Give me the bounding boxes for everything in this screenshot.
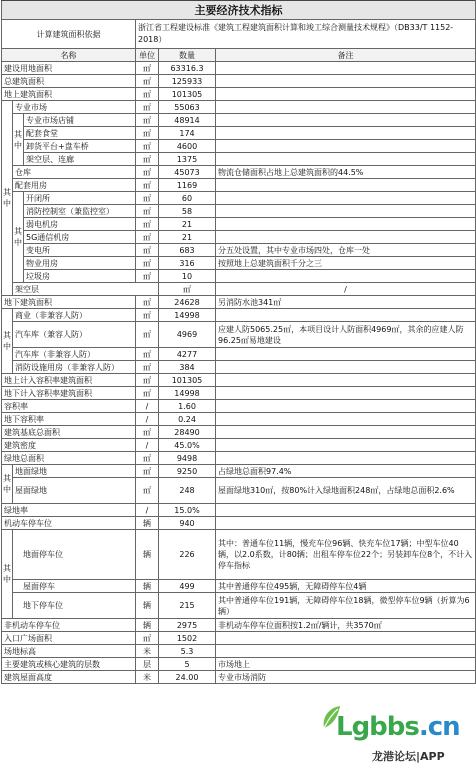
row-unit: ㎡ (136, 309, 159, 322)
row-name: 消防设施用房（非兼容人防） (13, 361, 136, 374)
row-note (216, 413, 476, 426)
row-qty: 1.60 (159, 400, 216, 413)
row-unit: ㎡ (136, 153, 159, 166)
row-note: 市场地上 (216, 658, 476, 671)
table-row (2, 257, 476, 270)
row-name: 弱电机房 (24, 218, 136, 231)
row-unit: ㎡ (136, 257, 159, 270)
row-name: 地面停车位 (13, 530, 136, 580)
table-row (2, 478, 476, 504)
row-qty: 5 (159, 658, 216, 671)
row-note: 其中普通停车位191辆，无障碍停车位18辆，微型停车位9辆（折算为6辆） (216, 593, 476, 619)
row-unit: ㎡ (136, 452, 159, 465)
row-unit: ㎡ (136, 62, 159, 75)
row-unit: ㎡ (136, 218, 159, 231)
row-unit: 米 (136, 671, 159, 684)
row-qty: 316 (159, 257, 216, 270)
row-note (216, 231, 476, 244)
row-unit: ㎡ (136, 296, 159, 309)
row-name: 专业市场 (13, 101, 136, 114)
row-unit: ㎡ (136, 127, 159, 140)
watermark-logo: Lgbbs.cn (336, 712, 460, 742)
table-row (2, 309, 476, 322)
row-name: 建筑密度 (2, 439, 136, 452)
row-qty: 24.00 (159, 671, 216, 684)
row-qty: 1169 (159, 179, 216, 192)
row-qty: 9250 (159, 465, 216, 478)
group-label-above-ground: 其 中 (2, 101, 13, 296)
row-name: 5G通信机房 (24, 231, 136, 244)
row-name: 地下容积率 (2, 413, 136, 426)
row-unit: ㎡ (159, 283, 216, 296)
row-qty: 45.0% (159, 439, 216, 452)
row-unit: ㎡ (136, 166, 159, 179)
row-qty: 0.24 (159, 413, 216, 426)
row-name: 配套用房 (13, 179, 136, 192)
row-name: 架空层、连廊 (24, 153, 136, 166)
row-note: 物流仓储面积占地上总建筑面积的44.5% (216, 166, 476, 179)
row-unit: / (136, 413, 159, 426)
row-qty: 60 (159, 192, 216, 205)
row-note (216, 153, 476, 166)
row-note (216, 140, 476, 153)
row-qty: 499 (159, 580, 216, 593)
table-row (2, 270, 476, 283)
row-qty: 45073 (159, 166, 216, 179)
row-note (216, 205, 476, 218)
watermark-subtitle: 龙港论坛|APP (372, 750, 445, 763)
table-row (2, 632, 476, 645)
table-row (2, 452, 476, 465)
table-row (2, 114, 476, 127)
row-note (216, 75, 476, 88)
table-row (2, 387, 476, 400)
row-unit: ㎡ (136, 179, 159, 192)
row-name: 物业用房 (24, 257, 136, 270)
row-unit: ㎡ (136, 426, 159, 439)
header-note: 备注 (216, 49, 476, 62)
row-qty: 248 (159, 478, 216, 504)
row-note: 其中普通停车位495辆，无障碍停车位4辆 (216, 580, 476, 593)
table-row (2, 413, 476, 426)
row-note (216, 348, 476, 361)
row-qty: 4277 (159, 348, 216, 361)
table-row (2, 192, 476, 205)
row-note (216, 387, 476, 400)
row-name: 容积率 (2, 400, 136, 413)
row-note (216, 452, 476, 465)
row-qty: 58 (159, 205, 216, 218)
row-note (216, 179, 476, 192)
row-unit: ㎡ (136, 348, 159, 361)
row-note: 非机动车停车位面积按1.2㎡/辆计，共3570㎡ (216, 619, 476, 632)
row-unit: 辆 (136, 619, 159, 632)
header-name: 名称 (2, 49, 136, 62)
row-qty: 384 (159, 361, 216, 374)
row-qty: 683 (159, 244, 216, 257)
row-note: 应建人防5065.25㎡，本项目设计人防面积4969㎡，其余的应建人防96.25㎡易地建设 (216, 322, 476, 348)
row-note: 其中：普通车位11辆，慢充车位96辆、快充车位17辆；中型车位40辆，以2.0系数，计80辆；出租车停车位22个；另装卸车位8个，不计入停车指标 (216, 530, 476, 580)
row-qty: 174 (159, 127, 216, 140)
row-unit: ㎡ (136, 374, 159, 387)
table-row (2, 465, 476, 478)
table-row (2, 231, 476, 244)
row-note (216, 439, 476, 452)
table-row (2, 517, 476, 530)
table-row (2, 205, 476, 218)
row-qty: 63316.3 (159, 62, 216, 75)
table-row (2, 75, 476, 88)
site-watermark (300, 700, 476, 770)
table-row (2, 218, 476, 231)
row-name: 地下停车位 (13, 593, 136, 619)
table-row (2, 88, 476, 101)
row-qty: 226 (159, 530, 216, 580)
economic-indicators-table (1, 0, 476, 684)
row-note (216, 361, 476, 374)
row-note (216, 504, 476, 517)
row-qty: 55063 (159, 101, 216, 114)
row-qty: 24628 (159, 296, 216, 309)
row-qty: 9498 (159, 452, 216, 465)
table-row (2, 166, 476, 179)
row-unit: ㎡ (136, 75, 159, 88)
table-row (2, 283, 476, 296)
row-qty: / (216, 283, 476, 296)
row-note (216, 62, 476, 75)
table-row (2, 62, 476, 75)
row-qty: 215 (159, 593, 216, 619)
table-row (2, 244, 476, 257)
row-name: 入口广场面积 (2, 632, 136, 645)
row-unit: ㎡ (136, 270, 159, 283)
row-qty: 1502 (159, 632, 216, 645)
row-name: 总建筑面积 (2, 75, 136, 88)
row-unit: / (136, 400, 159, 413)
row-name: 地上建筑面积 (2, 88, 136, 101)
row-unit: 辆 (136, 517, 159, 530)
table-row (2, 361, 476, 374)
row-note (216, 426, 476, 439)
row-unit: ㎡ (136, 205, 159, 218)
row-qty: 21 (159, 218, 216, 231)
row-name: 非机动车停车位 (2, 619, 136, 632)
table-row (2, 101, 476, 114)
row-qty: 4969 (159, 322, 216, 348)
row-unit: ㎡ (136, 114, 159, 127)
table-row (2, 619, 476, 632)
row-name: 汽车库（非兼容人防） (13, 348, 136, 361)
table-row (2, 530, 476, 580)
group-label-market: 其 中 (13, 114, 24, 166)
row-note (216, 127, 476, 140)
row-qty: 940 (159, 517, 216, 530)
row-name: 绿地率 (2, 504, 136, 517)
row-note (216, 88, 476, 101)
row-qty: 21 (159, 231, 216, 244)
row-unit: ㎡ (136, 361, 159, 374)
row-unit: ㎡ (136, 231, 159, 244)
row-name: 卸货平台+盘车桥 (24, 140, 136, 153)
row-name: 仓库 (13, 166, 136, 179)
table-row (2, 153, 476, 166)
table-row (2, 179, 476, 192)
row-qty: 5.3 (159, 645, 216, 658)
table-row (2, 426, 476, 439)
group-label-green: 其 中 (2, 465, 13, 504)
row-note (216, 517, 476, 530)
row-unit: 辆 (136, 580, 159, 593)
row-name: 地下计入容积率建筑面积 (2, 387, 136, 400)
group-label-support: 其 中 (13, 192, 24, 283)
row-qty: 1375 (159, 153, 216, 166)
row-unit: ㎡ (136, 192, 159, 205)
basis-text: 浙江省工程建设标准《建筑工程建筑面积计算和竣工综合测量技术规程》（DB33/T 1152-2018） (136, 20, 476, 49)
row-name: 消防控制室（兼监控室） (24, 205, 136, 218)
row-note (216, 309, 476, 322)
row-unit: ㎡ (136, 322, 159, 348)
row-note (216, 270, 476, 283)
table-row (2, 127, 476, 140)
row-unit: ㎡ (136, 244, 159, 257)
table-row (2, 400, 476, 413)
row-unit: 米 (136, 645, 159, 658)
row-qty: 101305 (159, 88, 216, 101)
row-qty: 10 (159, 270, 216, 283)
row-note: 按照地上总建筑面积千分之三 (216, 257, 476, 270)
row-note (216, 114, 476, 127)
row-qty: 48914 (159, 114, 216, 127)
row-note (216, 218, 476, 231)
row-name: 汽车库（兼容人防） (13, 322, 136, 348)
row-unit: 辆 (136, 530, 159, 580)
row-note (216, 192, 476, 205)
row-name: 地上计入容积率建筑面积 (2, 374, 136, 387)
row-note (216, 645, 476, 658)
table-row (2, 140, 476, 153)
table-row (2, 658, 476, 671)
row-note (216, 400, 476, 413)
table-row (2, 671, 476, 684)
row-unit: ㎡ (136, 387, 159, 400)
row-unit: ㎡ (136, 465, 159, 478)
row-unit: 辆 (136, 593, 159, 619)
row-qty: 14998 (159, 309, 216, 322)
table-title: 主要经济技术指标 (2, 1, 476, 20)
row-unit: / (136, 439, 159, 452)
row-unit: 层 (136, 658, 159, 671)
row-qty: 14998 (159, 387, 216, 400)
row-name: 建设用地面积 (2, 62, 136, 75)
row-name: 机动车停车位 (2, 517, 136, 530)
row-name: 变电所 (24, 244, 136, 257)
row-note (216, 374, 476, 387)
row-name: 主要建筑或核心建筑的层数 (2, 658, 136, 671)
table-row (2, 504, 476, 517)
group-label-parking: 其 中 (2, 530, 13, 619)
row-note: 专业市场消防 (216, 671, 476, 684)
table-row (2, 322, 476, 348)
row-qty: 28490 (159, 426, 216, 439)
row-name: 专业市场店铺 (24, 114, 136, 127)
row-qty: 2975 (159, 619, 216, 632)
group-label-underground: 其 中 (2, 309, 13, 374)
row-name: 垃圾房 (24, 270, 136, 283)
row-note (216, 632, 476, 645)
row-name: 场地标高 (2, 645, 136, 658)
row-unit: ㎡ (136, 140, 159, 153)
row-note: 另消防水池341㎡ (216, 296, 476, 309)
row-name: 配套食堂 (24, 127, 136, 140)
row-unit: ㎡ (136, 632, 159, 645)
row-qty: 125933 (159, 75, 216, 88)
row-unit: / (136, 504, 159, 517)
row-name: 屋面绿地 (13, 478, 136, 504)
row-note (216, 101, 476, 114)
header-unit: 单位 (136, 49, 159, 62)
row-name: 屋面停车 (13, 580, 136, 593)
row-name: 开闭所 (24, 192, 136, 205)
row-name: 地下建筑面积 (2, 296, 136, 309)
row-note: 屋面绿地310㎡，按80%计入绿地面积248㎡，占绿地总面积2.6% (216, 478, 476, 504)
row-name: 建筑屋面高度 (2, 671, 136, 684)
row-name: 商业（非兼容人防） (13, 309, 136, 322)
table-row (2, 439, 476, 452)
header-qty: 数量 (159, 49, 216, 62)
row-name: 绿地总面积 (2, 452, 136, 465)
row-note: 占绿地总面积97.4% (216, 465, 476, 478)
row-unit: ㎡ (136, 101, 159, 114)
row-unit: ㎡ (136, 88, 159, 101)
table-row (2, 645, 476, 658)
table-row (2, 580, 476, 593)
row-unit: ㎡ (136, 478, 159, 504)
table-row (2, 374, 476, 387)
table-row (2, 593, 476, 619)
table-row (2, 348, 476, 361)
row-qty: 15.0% (159, 504, 216, 517)
table-row (2, 296, 476, 309)
row-qty: 4600 (159, 140, 216, 153)
row-name: 建筑基底总面积 (2, 426, 136, 439)
row-name: 地面绿地 (13, 465, 136, 478)
basis-label: 计算建筑面积依据 (2, 20, 136, 49)
row-note: 分五处设置，其中专业市场四处，仓库一处 (216, 244, 476, 257)
row-name: 架空层 (13, 283, 159, 296)
row-qty: 101305 (159, 374, 216, 387)
